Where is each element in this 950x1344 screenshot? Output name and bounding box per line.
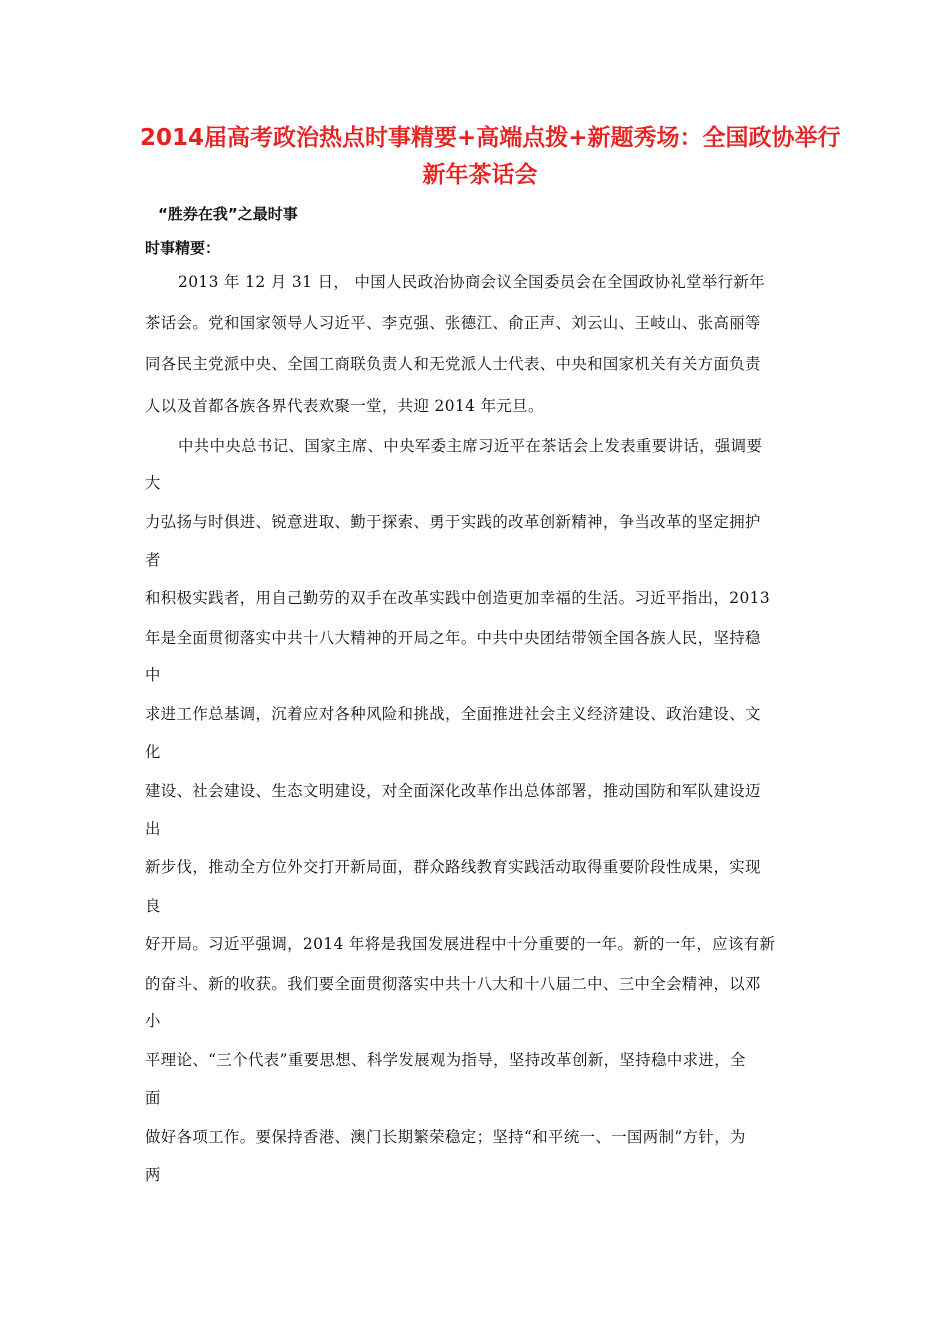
body-line: 好开局。习近平强调，2014 年将是我国发展进程中十分重要的一年。新的一年，应该有新: [145, 935, 776, 953]
body-line: 出: [145, 820, 161, 838]
subheading-news-summary: 时事精要：: [145, 239, 221, 257]
body-line: 面: [145, 1089, 161, 1107]
body-line: 者: [145, 551, 161, 569]
body-line: 建设、社会建设、生态文明建设，对全面深化改革作出总体部署，推动国防和军队建设迈: [145, 782, 761, 800]
body-line: 化: [145, 743, 161, 761]
body-line: 力弘扬与时俱进、锐意进取、勤于探索、勇于实践的改革创新精神，争当改革的坚定拥护: [145, 513, 761, 531]
section-heading: “胜券在我”之最时事: [158, 205, 298, 223]
body-line: 良: [145, 897, 161, 915]
body-line: 中: [145, 666, 161, 684]
body-line: 同各民主党派中央、全国工商联负责人和无党派人士代表、中央和国家机关有关方面负责: [145, 355, 761, 373]
body-line: 新步伐，推动全方位外交打开新局面，群众路线教育实践活动取得重要阶段性成果，实现: [145, 858, 761, 876]
body-line: 小: [145, 1012, 161, 1030]
body-line: 中共中央总书记、国家主席、中央军委主席习近平在茶话会上发表重要讲话，强调要: [178, 437, 763, 455]
body-line: 平理论、“三个代表”重要思想、科学发展观为指导，坚持改革创新，坚持稳中求进，全: [145, 1051, 746, 1069]
body-line: 大: [145, 474, 161, 492]
body-line: 做好各项工作。要保持香港、澳门长期繁荣稳定；坚持“和平统一、一国两制”方针，为: [145, 1128, 746, 1146]
body-line: 年是全面贯彻落实中共十八大精神的开局之年。中共中央团结带领全国各族人民，坚持稳: [145, 629, 761, 647]
body-line: 人以及首都各族各界代表欢聚一堂，共迎 2014 年元旦。: [145, 397, 544, 415]
body-line: 的奋斗、新的收获。我们要全面贯彻落实中共十八大和十八届二中、三中全会精神，以邓: [145, 975, 761, 993]
document-title-line-2: 新年茶话会: [422, 162, 538, 188]
body-line: 求进工作总基调，沉着应对各种风险和挑战，全面推进社会主义经济建设、政治建设、文: [145, 705, 761, 723]
body-line: 2013 年 12 月 31 日， 中国人民政治协商会议全国委员会在全国政协礼堂举行新年: [178, 273, 766, 291]
document-title-line-1: 2014届高考政治热点时事精要+高端点拨+新题秀场：全国政协举行: [140, 125, 841, 151]
body-line: 茶话会。党和国家领导人习近平、李克强、张德江、俞正声、刘云山、王岐山、张高丽等: [145, 314, 761, 332]
body-line: 和积极实践者，用自己勤劳的双手在改革实践中创造更加幸福的生活。习近平指出，2013: [145, 589, 771, 607]
body-line: 两: [145, 1166, 161, 1184]
